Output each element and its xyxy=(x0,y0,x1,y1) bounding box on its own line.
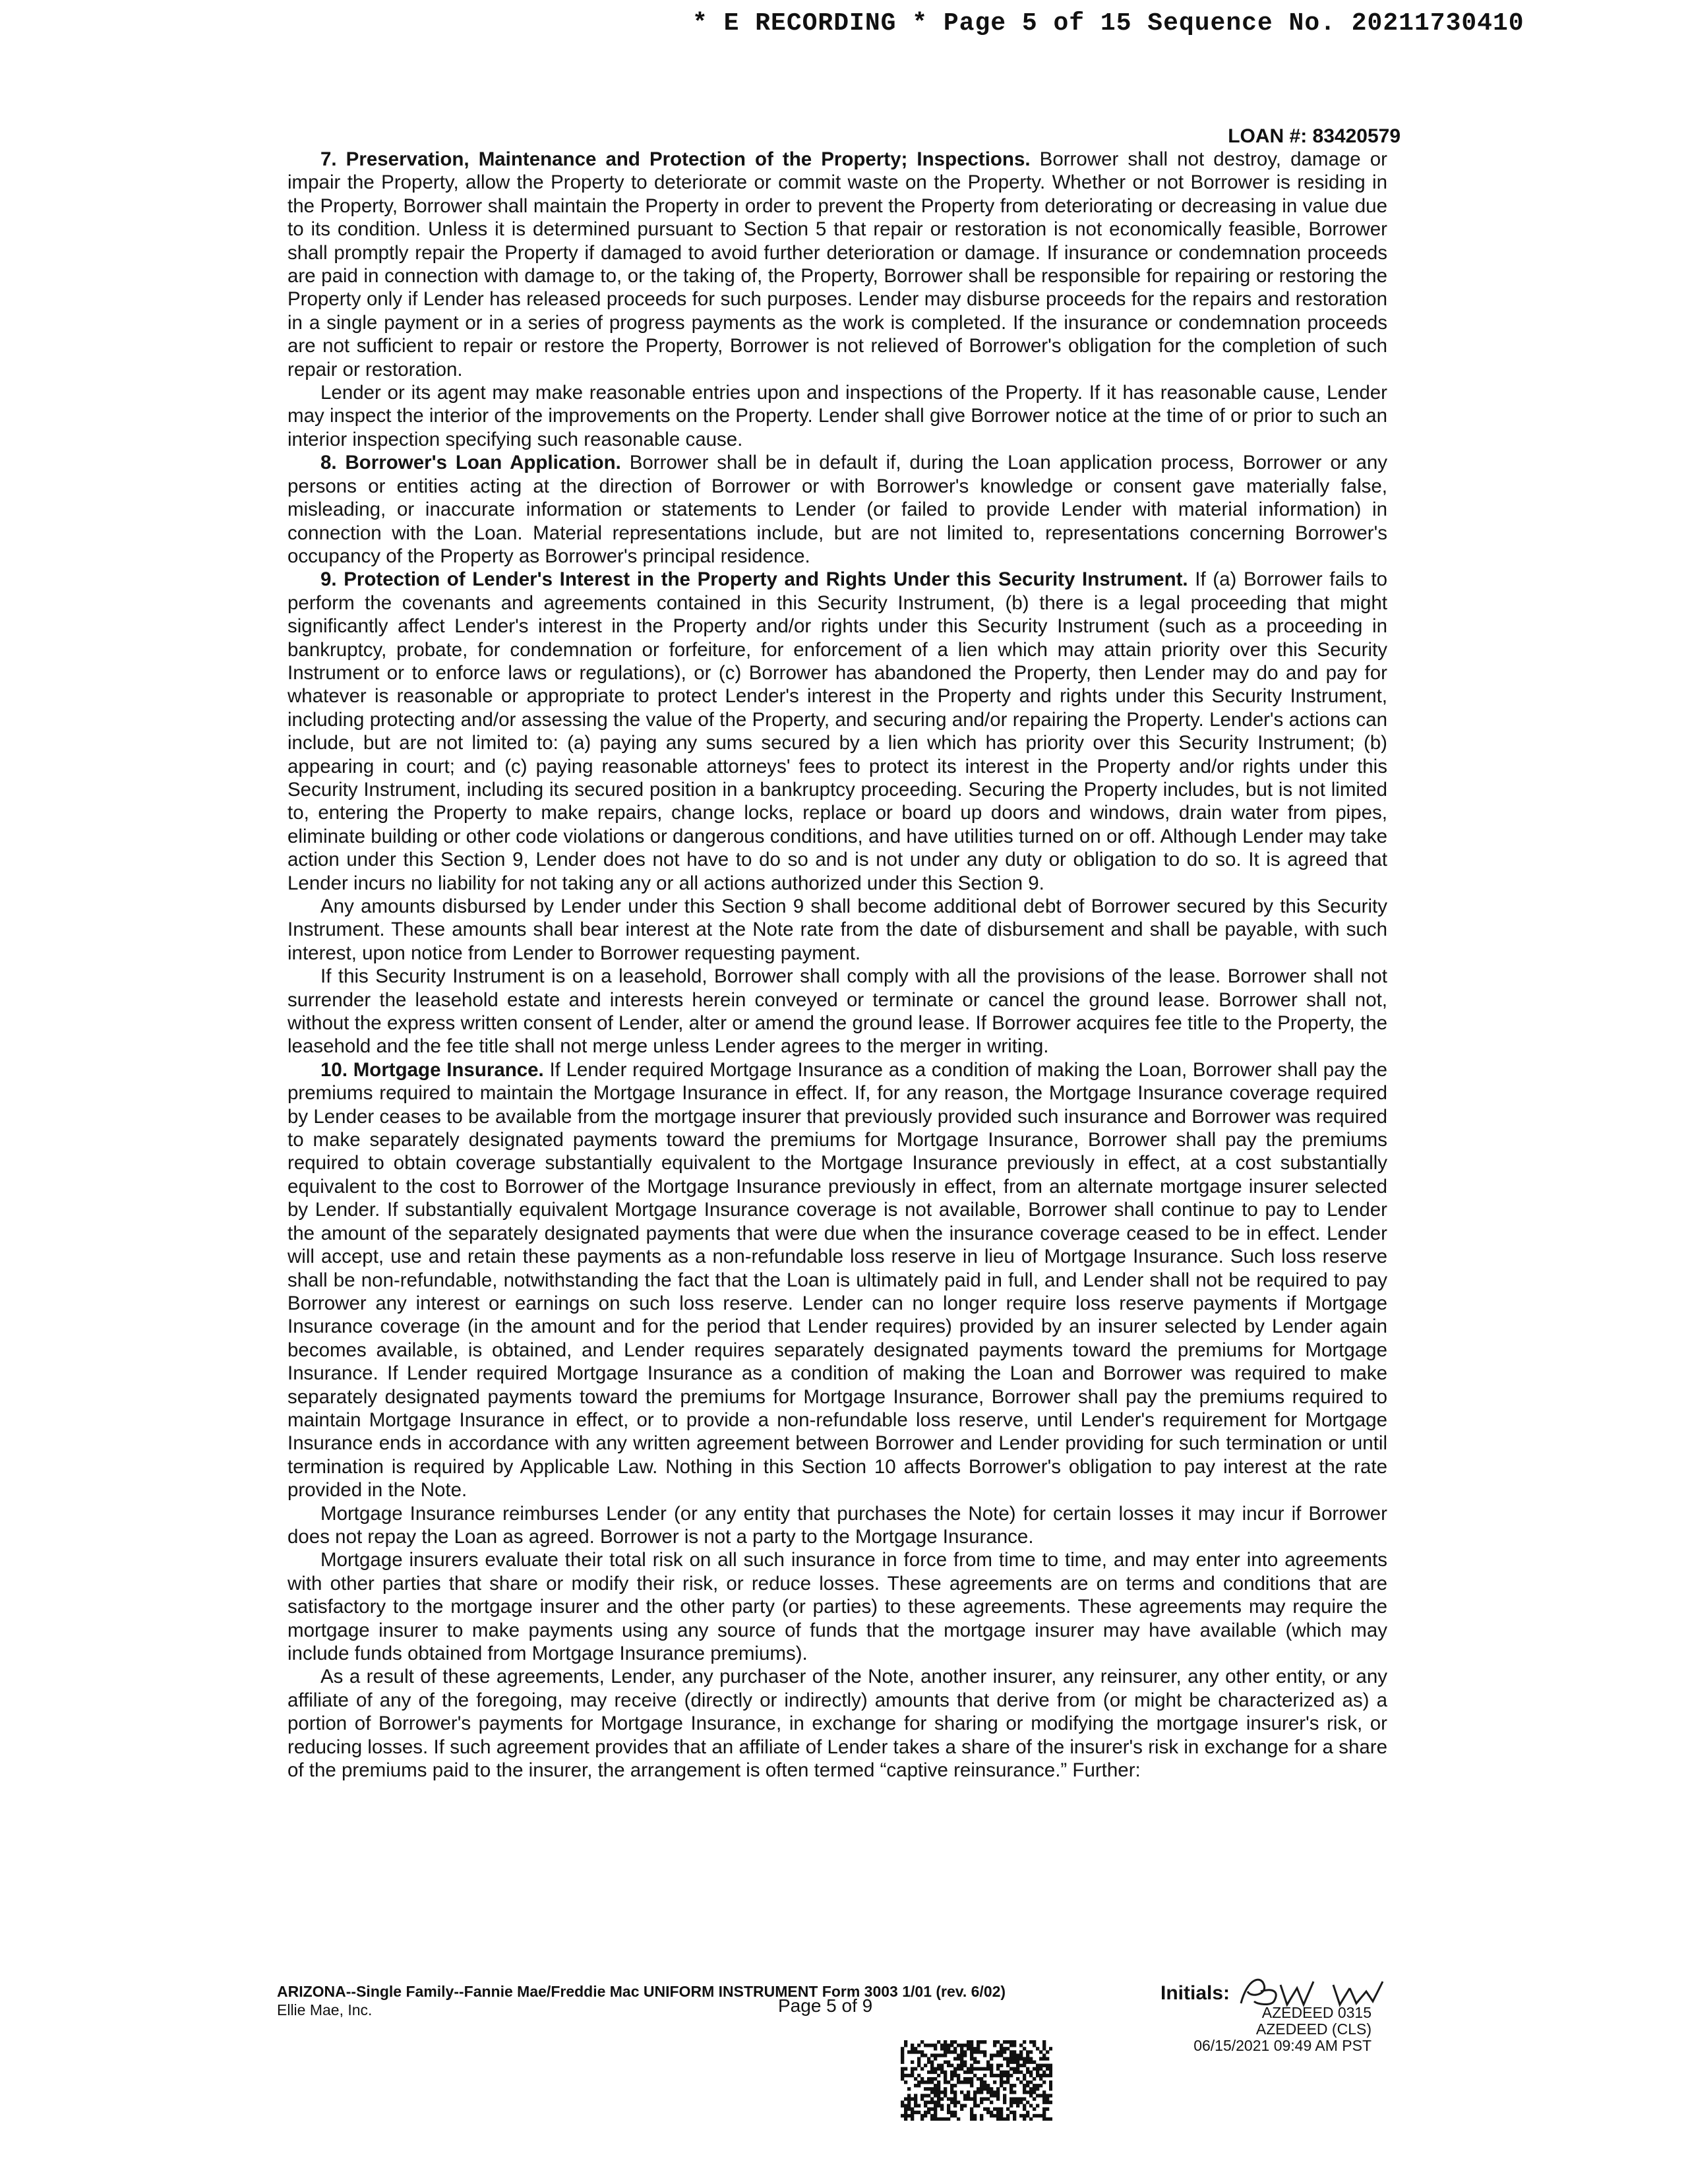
section-heading: 10. Mortgage Insurance. xyxy=(320,1058,544,1081)
section-7 xyxy=(287,148,1387,381)
section-8 xyxy=(287,451,1387,568)
section-text: Mortgage insurers evaluate their total risk on all such insurance in force from time to time, and may enter into agreements with other parties that share or modify their risk, or reduce losses. These agreements are on terms and conditions that are satisfactory to the mortgage insurer and the other party (or parties) to these agreements. These agreements may require the mortgage insurer to make payments using any source of funds that the mortgage insurer may have available (which may include funds obtained from Mortgage Insurance premiums). xyxy=(287,1549,1387,1664)
section-text: If Lender required Mortgage Insurance as a condition of making the Loan, Borrower shall pay the premiums required to maintain the Mortgage Insurance in effect. If, for any reason, the Mortgage Insurance coverage required by Lender ceases to be available from the mortgage insurer that previously provided such insurance and Borrower was required to make separately designated payments toward the premiums for Mortgage Insurance, Borrower shall pay the premiums required to obtain coverage substantially equivalent to the Mortgage Insurance previously in effect, at a cost substantially equivalent to the cost to Borrower of the Mortgage Insurance previously in effect, from an alternate mortgage insurer selected by Lender. If substantially equivalent Mortgage Insurance coverage is not available, Borrower shall continue to pay to Lender the amount of the separately designated payments that were due when the insurance coverage ceased to be in effect. Lender will accept, use and retain these payments as a non-refundable loss reserve in lieu of Mortgage Insurance. Such loss reserve shall be non-refundable, notwithstanding the fact that the Loan is ultimately paid in full, and Lender shall not be required to pay Borrower any interest or earnings on such loss reserve. Lender can no longer require loss reserve payments if Mortgage Insurance coverage (in the amount and for the period that Lender requires) provided by an insurer selected by Lender again becomes available, is obtained, and Lender requires separately designated payments toward the premiums for Mortgage Insurance. If Lender required Mortgage Insurance as a condition of making the Loan and Borrower was required to make separately designated payments toward the premiums for Mortgage Insurance, Borrower shall pay the premiums required to maintain Mortgage Insurance in effect, or to provide a non-refundable loss reserve, until Lender's requirement for Mortgage Insurance ends in accordance with any written agreement between Borrower and Lender providing for such termination or until termination is required by Applicable Law. Nothing in this Section 10 affects Borrower's obligation to pay interest at the rate provided in the Note. xyxy=(287,1058,1387,1502)
document-code-cls: AZEDEED (CLS) xyxy=(1255,2020,1372,2038)
footer-form-info xyxy=(277,1982,1006,2019)
barcode-2d xyxy=(901,2040,1052,2121)
company-name: Ellie Mae, Inc. xyxy=(277,2001,373,2018)
section-7-inspections xyxy=(287,381,1387,451)
section-heading: 7. Preservation, Maintenance and Protection of the Property; Inspections. xyxy=(320,148,1031,170)
loan-number: LOAN #: 83420579 xyxy=(1228,125,1401,147)
section-10-reimburse xyxy=(287,1502,1387,1549)
section-heading: 9. Protection of Lender's Interest in the Property and Rights Under this Security Instrument. xyxy=(320,568,1188,591)
section-heading: 8. Borrower's Loan Application. xyxy=(320,452,621,474)
section-text: Lender or its agent may make reasonable entries upon and inspections of the Property. If it has reasonable cause, Lender may inspect the interior of the improvements on the Property. Lender shall give Borrower notice at the time of or prior to such an interior inspection specifying such reasonable cause. xyxy=(287,382,1387,450)
section-text: Mortgage Insurance reimburses Lender (or any entity that purchases the Note) for certain losses it may incur if Borrower does not repay the Loan as agreed. Borrower is not a party to the Mortgage Insurance. xyxy=(287,1502,1387,1548)
section-10-insurers xyxy=(287,1548,1387,1665)
section-text: Borrower shall be in default if, during the Loan application process, Borrower or any persons or entities acting at the direction of Borrower or with Borrower's knowledge or consent gave materially false, misleading, or inaccurate information or statements to Lender (or failed to provide Lender with material information) in connection with the Loan. Material representations include, but are not limited to, representations concerning Borrower's occupancy of the Property as Borrower's principal residence. xyxy=(287,452,1387,567)
section-10-agreements xyxy=(287,1665,1387,1782)
section-text: If (a) Borrower fails to perform the covenants and agreements contained in this Security Instrument, (b) there is a legal proceeding that might significantly affect Lender's interest in the Property and/or rights under this Security Instrument (such as a proceeding in bankruptcy, probate, for condemnation or forfeiture, for enforcement of a lien which may attain priority over this Security Instrument or to enforce laws or regulations), or (c) Borrower has abandoned the Property, then Lender may do and pay for whatever is reasonable or appropriate to protect Lender's interest in the Property and rights under this Security Instrument, including protecting and/or assessing the value of the Property, and securing and/or repairing the Property. Lender's actions can include, but are not limited to: (a) paying any sums secured by a lien which has priority over this Security Instrument; (b) appearing in court; and (c) paying reasonable attorneys' fees to protect its interest in the Property and/or rights under this Security Instrument, including its secured position in a bankruptcy proceeding. Securing the Property includes, but is not limited to, entering the Property to make repairs, change locks, replace or board up doors and windows, drain water from pipes, eliminate building or other code violations or dangerous conditions, and have utilities turned on or off. Although Lender may take action under this Section 9, Lender does not have to do so and is not under any duty or obligation to do so. It is agreed that Lender incurs no liability for not taking any or all actions authorized under this Section 9. xyxy=(287,568,1387,894)
recording-header: * E RECORDING * Page 5 of 15 Sequence No. 20211730410 xyxy=(692,9,1524,38)
section-9-amounts xyxy=(287,895,1387,965)
print-timestamp: 06/15/2021 09:49 AM PST xyxy=(1193,2037,1372,2054)
footer-codes xyxy=(1121,2005,1372,2054)
section-text: If this Security Instrument is on a leasehold, Borrower shall comply with all the provisions of the lease. Borrower shall not surrender the leasehold estate and interests herein conveyed or terminate or cancel the ground lease. Borrower shall not, without the express written consent of Lender, alter or amend the ground lease. If Borrower acquires fee title to the Property, the leasehold and the fee title shall not merge unless Lender agrees to the merger in writing. xyxy=(287,965,1387,1058)
initials-label: Initials: xyxy=(1160,1982,1230,2004)
page-number: Page 5 of 9 xyxy=(778,1995,873,2016)
section-9-leasehold xyxy=(287,965,1387,1058)
form-name: ARIZONA--Single Family--Fannie Mae/Freddie Mac UNIFORM INSTRUMENT Form 3003 1/01 (rev. 6/02) xyxy=(277,1983,1006,2000)
section-10 xyxy=(287,1058,1387,1502)
section-text: Any amounts disbursed by Lender under this Section 9 shall become additional debt of Borrower secured by this Security Instrument. These amounts shall bear interest at the Note rate from the date of disbursement and shall be payable, with such interest, upon notice from Lender to Borrower requesting payment. xyxy=(287,895,1387,964)
document-code: AZEDEED 0315 xyxy=(1261,2004,1372,2021)
section-text: Borrower shall not destroy, damage or impair the Property, allow the Property to deteriorate or commit waste on the Property. Whether or not Borrower is residing in the Property, Borrower shall maintain the Property in order to prevent the Property from deteriorating or decreasing in value due to its condition. Unless it is determined pursuant to Section 5 that repair or restoration is not economically feasible, Borrower shall promptly repair the Property if damaged to avoid further deterioration or damage. If insurance or condemnation proceeds are paid in connection with damage to, or the taking of, the Property, Borrower shall be responsible for repairing or restoring the Property only if Lender has released proceeds for such purposes. Lender may disburse proceeds for the repairs and restoration in a single payment or in a series of progress payments as the work is completed. If the insurance or condemnation proceeds are not sufficient to repair or restore the Property, Borrower is not relieved of Borrower's obligation for the completion of such repair or restoration. xyxy=(287,148,1388,380)
section-text: As a result of these agreements, Lender, any purchaser of the Note, another insurer, any reinsurer, any other entity, or any affiliate of any of the foregoing, may receive (directly or indirectly) amounts that derive from (or might be characterized as) a portion of Borrower's payments for Mortgage Insurance, in exchange for sharing or modifying the mortgage insurer's risk, or reducing losses. If such agreement provides that an affiliate of Lender takes a share of the insurer's risk in exchange for a share of the premiums paid to the insurer, the arrangement is often termed “captive reinsurance.” Further: xyxy=(287,1666,1387,1782)
document-body xyxy=(287,148,1387,1782)
section-9 xyxy=(287,568,1387,895)
